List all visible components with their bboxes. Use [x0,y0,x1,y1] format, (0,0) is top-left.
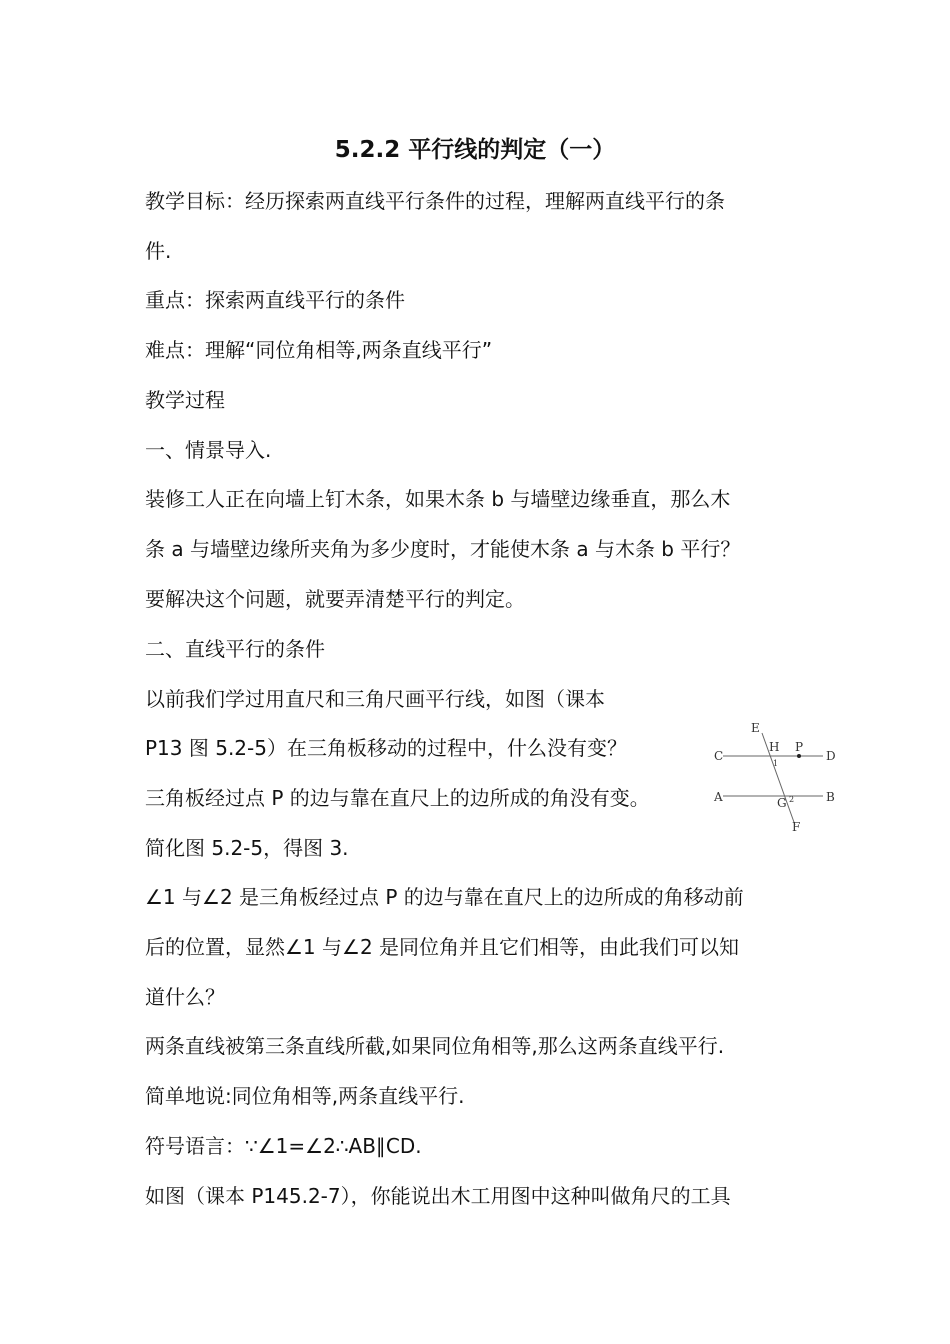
paragraph-line: 重点：探索两直线平行的条件 [145,288,405,312]
paragraph-line: 简化图 5.2-5，得图 3. [145,836,349,860]
paragraph-line: 条 a 与墙壁边缘所夹角为多少度时，才能使木条 a 与木条 b 平行？ [145,537,741,561]
paragraph-line: 要解决这个问题，就要弄清楚平行的判定。 [145,587,525,611]
paragraph-line: 简单地说:同位角相等,两条直线平行. [145,1084,465,1108]
paragraph-line: 三角板经过点 P 的边与靠在直尺上的边所成的角没有变。 [145,786,650,810]
label-a: A [714,790,723,804]
paragraph-line: 难点：理解“同位角相等,两条直线平行” [145,338,493,362]
point-p [797,754,801,758]
label-p: P [795,740,804,754]
label-f: F [792,820,801,834]
symbolic-statement: 符号语言：∵∠1=∠2∴AB∥CD. [145,1134,422,1158]
label-angle-2: 2 [789,795,795,804]
label-b: B [826,790,835,804]
paragraph-line: 后的位置，显然∠1 与∠2 是同位角并且它们相等，由此我们可以知 [145,935,740,959]
paragraph-line: 件. [145,239,172,263]
label-g: G [777,796,787,810]
label-h: H [769,740,780,754]
paragraph-line: ∠1 与∠2 是三角板经过点 P 的边与靠在直尺上的边所成的角移动前 [145,885,744,909]
label-c: C [714,749,724,763]
paragraph-line: 以前我们学过用直尺和三角尺画平行线，如图（课本 [145,687,605,711]
section-heading: 教学过程 [145,388,225,412]
label-angle-1: 1 [773,759,779,768]
paragraph-line: P13 图 5.2-5）在三角板移动的过程中，什么没有变？ [145,736,627,760]
theorem-statement: 两条直线被第三条直线所截,如果同位角相等,那么这两条直线平行. [145,1034,725,1058]
page-title: 5.2.2 平行线的判定（一） [334,137,616,163]
label-d: D [826,749,836,763]
section-heading: 一、情景导入. [145,438,272,462]
paragraph-line: 教学目标：经历探索两直线平行条件的过程，理解两直线平行的条 [145,189,725,213]
paragraph-line: 装修工人正在向墙上钉木条，如果木条 b 与墙壁边缘垂直，那么木 [145,487,731,511]
section-heading: 二、直线平行的条件 [145,637,325,661]
paragraph-line: 如图（课本 P145.2-7），你能说出木工用图中这种叫做角尺的工具 [145,1184,731,1208]
paragraph-line: 道什么？ [145,985,225,1009]
label-e: E [751,721,760,735]
parallel-lines-figure [705,715,845,840]
